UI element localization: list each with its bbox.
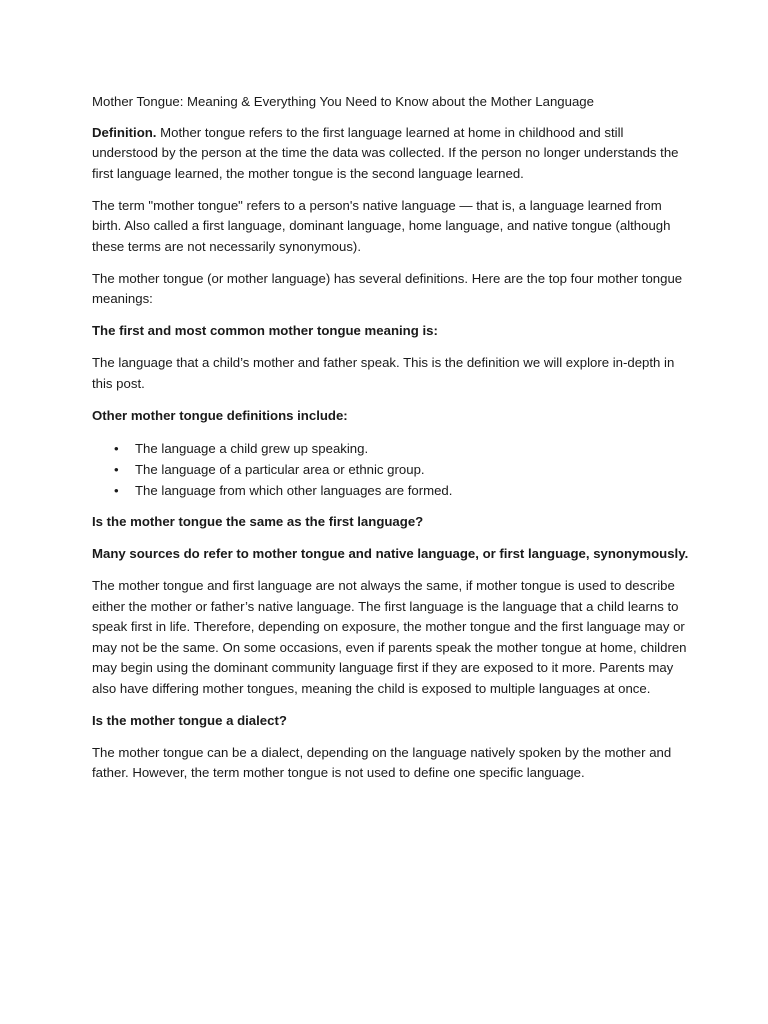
- same-as-first-heading: Is the mother tongue the same as the first language?: [92, 514, 424, 529]
- dialect-paragraph: The mother tongue can be a dialect, depending on the language natively spoken by the mother and father. However, the term mother tongue is not used to define one specific language.: [92, 744, 672, 780]
- list-item: [92, 480, 692, 501]
- bullet-icon: •: [114, 461, 119, 477]
- list-item-text: The language a child grew up speaking.: [135, 440, 369, 456]
- list-item: [92, 459, 692, 480]
- definitions-list: [92, 438, 692, 501]
- document-body: [92, 92, 692, 795]
- bullet-icon: •: [114, 440, 119, 456]
- bullet-icon: •: [114, 482, 119, 498]
- dialect-heading: Is the mother tongue a dialect?: [92, 712, 287, 728]
- term-paragraph: The term "mother tongue" refers to a person's native language — that is, a language learned from birth. Also called a first language, dominant language, home language, and native tongue (although these terms are not necessarily synonymous).: [92, 197, 671, 254]
- definition-text: Mother tongue refers to the first language learned at home in childhood and still understood by the person at the time the data was collected. If the person no longer understands the first language learned, the mother tongue is the second language learned.: [92, 124, 679, 181]
- first-meaning-heading: The first and most common mother tongue meaning is:: [92, 323, 438, 338]
- list-item: [92, 438, 692, 459]
- list-item-text: The language of a particular area or ethnic group.: [135, 461, 425, 477]
- definitions-intro-paragraph: The mother tongue (or mother language) has several definitions. Here are the top four mother tongue meanings:: [92, 270, 683, 306]
- list-item-text: The language from which other languages are formed.: [135, 482, 453, 498]
- document-title: Mother Tongue: Meaning & Everything You Need to Know about the Mother Language: [92, 94, 594, 109]
- definition-paragraph: [92, 123, 692, 185]
- first-meaning-paragraph: The language that a child’s mother and father speak. This is the definition we will explore in-depth in this post.: [92, 355, 675, 391]
- not-always-same-paragraph: The mother tongue and first language are not always the same, if mother tongue is used to describe either the mother or father’s native language. The first language is the language that a child learns to speak first in life. Therefore, depending on exposure, the mother tongue and the first language may or may not be the same. On some occasions, even if parents speak the mother tongue at home, children may begin using the dominant community language first if they are exposed to it more. Parents may also have differing mother tongues, meaning the child is exposed to multiple languages at once.: [92, 578, 687, 696]
- other-definitions-heading: Other mother tongue definitions include:: [92, 407, 348, 423]
- many-sources-heading: Many sources do refer to mother tongue and native language, or first language, synonymously.: [92, 546, 689, 561]
- definition-label: Definition.: [92, 124, 157, 140]
